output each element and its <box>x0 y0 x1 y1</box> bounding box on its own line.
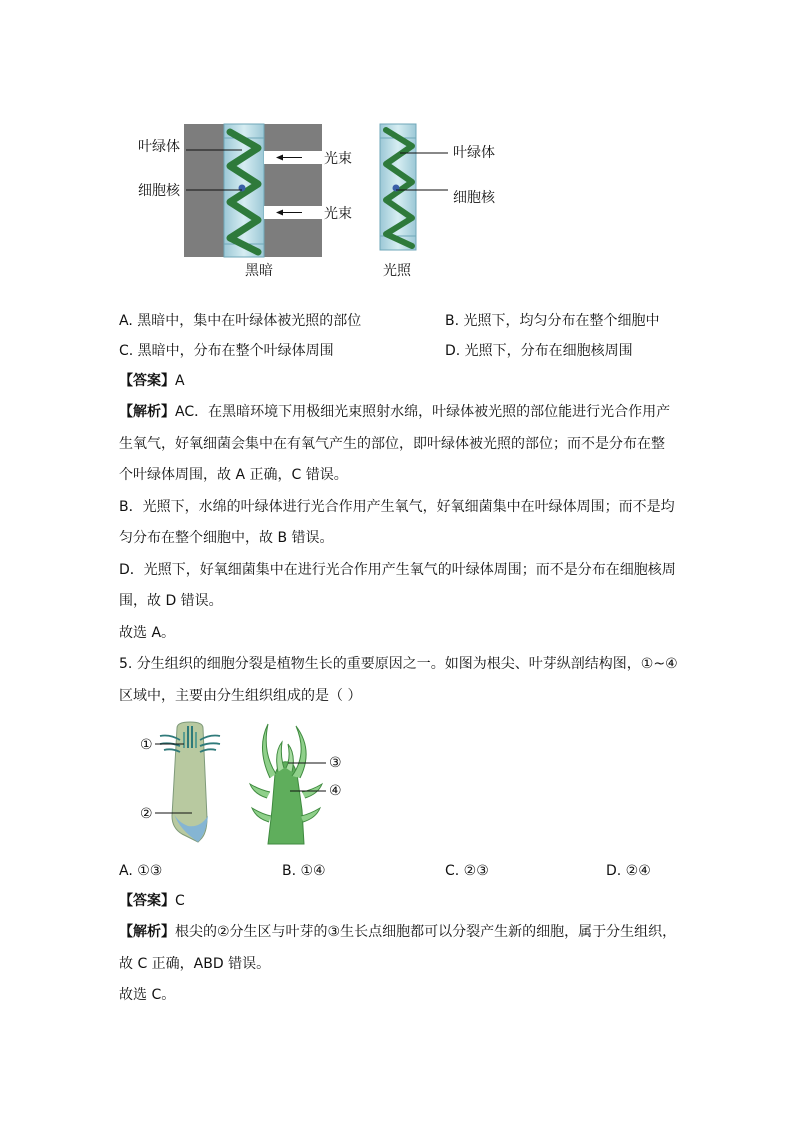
answer-tag: 【答案】 <box>119 893 175 909</box>
q4-option-d: D. 光照下，分布在细胞核周围 <box>445 343 633 359</box>
analysis-line: 匀分布在整个细胞中，故 B 错误。 <box>119 530 334 546</box>
analysis-line: 故选 A。 <box>119 624 176 641</box>
analysis-line: 围，故 D 错误。 <box>119 593 223 609</box>
q5-stem <box>119 649 679 712</box>
label-beam-1: 光束 <box>324 151 352 167</box>
analysis-line: 个叶绿体周围，故 A 正确，C 错误。 <box>119 467 348 483</box>
stem-line: 5. 分生组织的细胞分裂是植物生长的重要原因之一。如图为根尖、叶芽纵剖结构图，①~④ <box>119 656 678 672</box>
label-beam-2: 光束 <box>324 206 352 222</box>
q4-option-b: B. 光照下，均匀分布在整个细胞中 <box>445 313 660 329</box>
label-chloroplast-dark: 叶绿体 <box>138 139 180 155</box>
label-nucleus-dark: 细胞核 <box>138 183 180 199</box>
label-chloroplast-light: 叶绿体 <box>453 145 495 161</box>
analysis-tag: 【解析】 <box>119 404 175 420</box>
leaf-primordium-left <box>262 724 276 778</box>
marker-3: ③ <box>329 755 342 771</box>
q5-option-c: C. ②③ <box>445 863 489 879</box>
analysis-tag: 【解析】 <box>119 924 175 940</box>
caption-dark: 黑暗 <box>245 263 273 279</box>
marker-2: ② <box>140 806 153 822</box>
analysis-line: B．光照下，水绵的叶绿体进行光合作用产生氧气，好氧细菌集中在叶绿体周围；而不是均 <box>119 498 675 515</box>
stem-line: 区域中，主要由分生组织组成的是（ ） <box>119 687 362 704</box>
analysis-line: 【解析】根尖的②分生区与叶芽的③生长点细胞都可以分裂产生新的细胞，属于分生组织， <box>119 924 677 940</box>
q4-option-a: A. 黑暗中，集中在叶绿体被光照的部位 <box>119 313 362 329</box>
q4-answer <box>119 371 185 391</box>
answer-value: A <box>175 373 185 389</box>
q5-option-d: D. ②④ <box>606 863 651 879</box>
analysis-line: D．光照下，好氧细菌集中在进行光合作用产生氧气的叶绿体周围；而不是分布在细胞核周 <box>119 561 676 578</box>
q5-analysis <box>119 917 679 1012</box>
caption-light: 光照 <box>383 263 411 279</box>
analysis-line: 【解析】AC．在黑暗环境下用极细光束照射水绵，叶绿体被光照的部位能进行光合作用产 <box>119 404 671 420</box>
label-nucleus-light: 细胞核 <box>453 190 495 206</box>
q5-answer <box>119 891 185 911</box>
analysis-line: 生氧气，好氧细菌会集中在有氧气产生的部位，即叶绿体被光照的部位；而不是分布在整 <box>119 435 665 452</box>
marker-1: ① <box>140 737 153 753</box>
q5-option-a: A. ①③ <box>119 863 163 879</box>
analysis-line: 故 C 正确，ABD 错误。 <box>119 955 271 972</box>
q4-option-c: C. 黑暗中，分布在整个叶绿体周围 <box>119 343 334 359</box>
q4-analysis <box>119 397 679 649</box>
answer-value: C <box>175 893 185 909</box>
q5-option-b: B. ①④ <box>282 863 326 879</box>
analysis-line: 故选 C。 <box>119 987 176 1003</box>
answer-tag: 【答案】 <box>119 373 175 389</box>
marker-4: ④ <box>329 783 342 799</box>
